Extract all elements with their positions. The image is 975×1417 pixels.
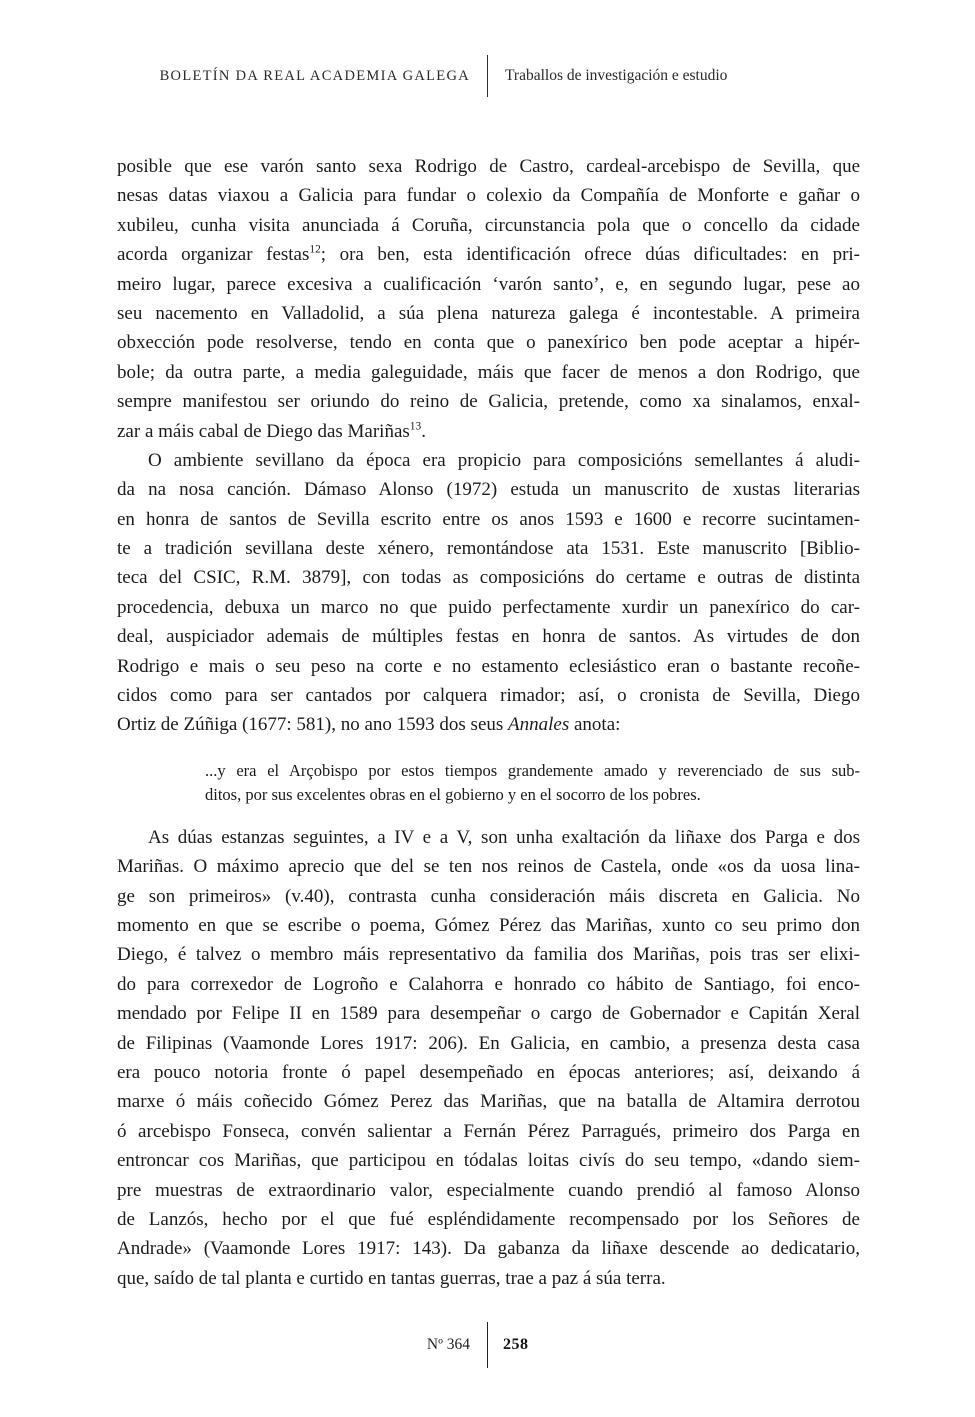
text-line: momento en que se escribe o poema, Gómez Pérez das Mariñas, xunto co seu primo don: [117, 914, 860, 936]
text-line: ...y era el Arçobispo por estos tiempos grandemente amado y reverenciado de sus sub-: [205, 760, 860, 780]
text-line: deal, auspiciador ademais de múltiples festas en honra de santos. As virtudes de don: [117, 626, 860, 648]
text-line: meiro lugar, parece excesiva a cualificación ‘varón santo’, e, en segundo lugar, pese ao: [117, 273, 860, 295]
page-number: 258: [503, 1336, 529, 1353]
section-title: Traballos de investigación e estudio: [505, 67, 728, 84]
text-line: Rodrigo e mais o seu peso na corte e no estamento eclesiástico eran o bastante recoñe-: [117, 655, 860, 677]
text-line: Diego, é talvez o membro máis representativo da familia dos Mariñas, pois tras ser elixi-: [117, 944, 860, 966]
text-line: seu nacemento en Valladolid, a súa plena natureza galega é incontestable. A primeira: [117, 302, 860, 324]
text-line: ge son primeiros» (v.40), contrasta cunha consideración máis discreta en Galicia. No: [117, 885, 860, 907]
text-line: obxección pode resolverse, tendo en conta que o panexírico ben pode aceptar a hipér-: [117, 332, 860, 354]
body-text: [117, 152, 860, 1293]
block-quote: [205, 759, 860, 807]
text-line: Andrade» (Vaamonde Lores 1917: 143). Da gabanza da liñaxe descende ao dedicatario,: [117, 1238, 860, 1260]
text-line: mendado por Felipe II en 1589 para desempeñar o cargo de Gobernador e Capitán Xeral: [117, 1003, 860, 1025]
text-line: Mariñas. O máximo aprecio que del se ten nos reinos de Castela, onde «os da uosa lina-: [117, 856, 860, 878]
text-line: ditos, por sus excelentes obras en el gobierno y en el socorro de los pobres.: [205, 784, 701, 804]
text-line: da na nosa canción. Dámaso Alonso (1972) estuda un manuscrito de xustas literarias: [117, 479, 860, 501]
text-line: ó arcebispo Fonseca, convén salientar a Fernán Pérez Parragués, primeiro dos Parga en: [117, 1120, 860, 1142]
page-header: [0, 55, 975, 97]
text-line: Ortiz de Zúñiga (1677: 581), no ano 1593 dos seus Annales anota:: [117, 714, 621, 736]
text-line: en honra de santos de Sevilla escrito entre os anos 1593 e 1600 e recorre sucintamen-: [117, 508, 860, 530]
text-line: xubileu, cunha visita anunciada á Coruña, circunstancia pola que o concello da cidade: [117, 214, 860, 236]
text-line: de Filipinas (Vaamonde Lores 1917: 206). En Galicia, en cambio, a presenza desta casa: [117, 1032, 860, 1054]
paragraph: [117, 446, 860, 740]
text-line: As dúas estanzas seguintes, a IV e a V, son unha exaltación da liñaxe dos Parga e dos: [148, 826, 860, 848]
header-divider: [487, 55, 488, 97]
text-line: cidos como para ser cantados por calquera rimador; así, o cronista de Sevilla, Diego: [117, 685, 860, 707]
text-line: O ambiente sevillano da época era propicio para composicións semellantes á aludi-: [148, 449, 860, 471]
paragraph: [117, 823, 860, 1293]
text-line: era pouco notoria fronte ó papel desempeñado en épocas anteriores; así, deixando á: [117, 1061, 860, 1083]
page-footer: [0, 1322, 975, 1368]
text-line: de Lanzós, hecho por el que fué espléndidamente recompensado por los Señores de: [117, 1208, 860, 1230]
text-line: acorda organizar festas$^{12}$; ora ben, esta identificación ofrece dúas dificultades: en pri-: [117, 243, 860, 266]
text-line: bole; da outra parte, a media galeguidade, máis que facer de menos a don Rodrigo, que: [117, 361, 860, 383]
text-line: marxe ó máis coñecido Gómez Perez das Mariñas, que na batalla de Altamira derrotou: [117, 1091, 860, 1113]
journal-title: BOLETÍN DA REAL ACADEMIA GALEGA: [159, 68, 470, 84]
text-line: que, saído de tal planta e curtido en tantas guerras, trae a paz á súa terra.: [117, 1267, 666, 1289]
text-line: teca del CSIC, R.M. 3879], con todas as composicións do certame e outras de distinta: [117, 567, 860, 589]
text-line: zar a máis cabal de Diego das Mariñas$^{13}$.: [117, 420, 426, 442]
text-line: te a tradición sevillana deste xénero, remontándose ata 1531. Este manuscrito [Biblio-: [117, 538, 860, 560]
footer-divider: [487, 1322, 488, 1368]
issue-number: Nº 364: [426, 1336, 470, 1353]
text-line: nesas datas viaxou a Galicia para fundar o colexio da Compañía de Monforte e gañar o: [117, 185, 860, 207]
text-line: pre muestras de extraordinario valor, especialmente cuando prendió al famoso Alonso: [117, 1179, 860, 1201]
text-line: posible que ese varón santo sexa Rodrigo de Castro, cardeal-arcebispo de Sevilla, que: [117, 156, 860, 177]
text-line: do para correxedor de Logroño e Calahorra e honrado co hábito de Santiago, foi enco-: [117, 973, 860, 995]
text-line: sempre manifestou ser oriundo do reino de Galicia, pretende, como xa sinalamos, enxal-: [117, 391, 860, 413]
text-line: procedencia, debuxa un marco no que puido perfectamente xurdir un panexírico do car-: [117, 596, 860, 618]
paragraph: [117, 152, 860, 446]
text-line: entroncar cos Mariñas, que participou en tódalas loitas civís do seu tempo, «dando siem-: [117, 1150, 860, 1172]
